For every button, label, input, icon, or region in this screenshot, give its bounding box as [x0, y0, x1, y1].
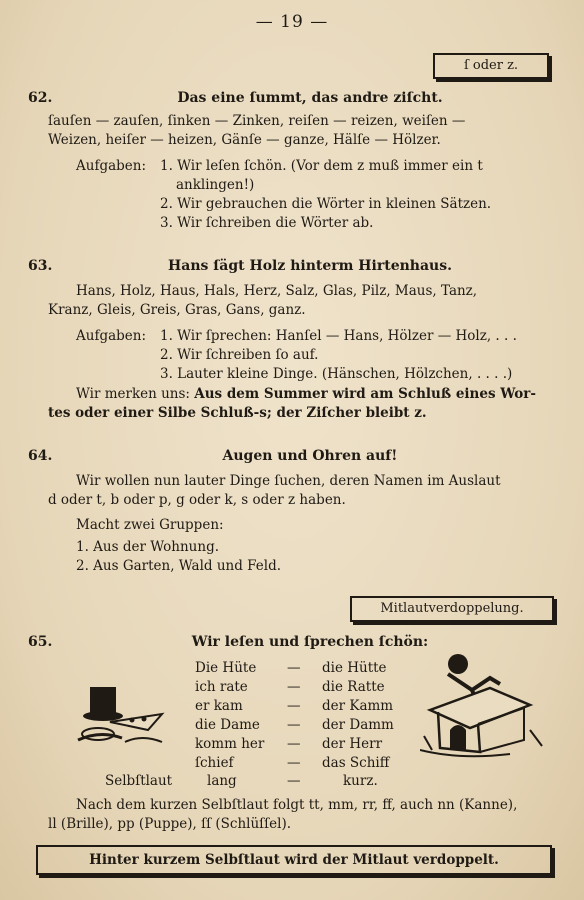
pair-dash: —: [287, 698, 301, 714]
section-62-line-1: ſauſen — zauſen, ſinken — Zinken, reiſen — reizen, weiſen —: [48, 113, 466, 129]
section-62-task-2: 2. Wir gebrauchen die Wörter in kleinen Sätzen.: [160, 196, 492, 212]
section-63-task-2: 2. Wir ſchreiben ſo auf.: [160, 347, 319, 363]
pair-long: er kam: [195, 698, 243, 714]
label-mitlautverdoppelung: Mitlautverdoppelung.: [350, 596, 554, 622]
section-64-number: 64.: [28, 448, 53, 464]
section-63-number: 63.: [28, 258, 53, 274]
section-64-group-1: 1. Aus der Wohnung.: [76, 539, 220, 555]
pair-short: die Hütte: [322, 660, 387, 676]
pair-short: der Damm: [322, 717, 394, 733]
pair-dash: —: [287, 660, 301, 676]
section-62-title: Das eine ſummt, das andre ziſcht.: [177, 90, 443, 106]
vowel-long: lang: [207, 773, 237, 789]
section-62-task-1-cont: anklingen!): [176, 177, 255, 193]
section-63-task-1: 1. Wir ſprechen: Hanſel — Hans, Hölzer — Holz, . . .: [160, 328, 517, 344]
pair-short: der Kamm: [322, 698, 394, 714]
section-63-rule-text-1: Aus dem Summer wird am Schluß eines Wor-: [194, 386, 537, 402]
section-63-line-2: Kranz, Gleis, Greis, Gras, Gans, ganz.: [48, 302, 306, 318]
vowel-short: kurz.: [343, 773, 378, 789]
section-65-note-line-2: ll (Brille), pp (Puppe), ſſ (Schlüſſel).: [48, 816, 292, 832]
section-65-title: Wir leſen und ſprechen ſchön:: [191, 634, 429, 650]
pair-short: der Herr: [322, 736, 383, 752]
section-63-tasks-label: Aufgaben:: [76, 328, 147, 344]
section-63-rule-intro: Wir merken uns:: [76, 386, 190, 402]
pair-long: komm her: [195, 736, 265, 752]
section-62-number: 62.: [28, 90, 53, 106]
pair-long: Die Hüte: [195, 660, 257, 676]
section-65-number: 65.: [28, 634, 53, 650]
final-rule-box: Hinter kurzem Selbſtlaut wird der Mitlaut verdoppelt.: [36, 845, 552, 875]
pair-dash: —: [287, 773, 301, 789]
section-63-task-3: 3. Lauter kleine Dinge. (Hänschen, Hölzchen, . . . .): [160, 366, 513, 382]
section-63-title: Hans ſägt Holz hinterm Hirtenhaus.: [168, 258, 452, 274]
pair-short: die Ratte: [322, 679, 385, 695]
section-64-groups-label: Macht zwei Gruppen:: [76, 517, 224, 533]
boy-on-doghouse-illustration: [420, 650, 550, 760]
section-62-line-2: Weizen, heiſer — heizen, Gänſe — ganze, Hälſe — Hölzer.: [48, 132, 441, 148]
pair-long: ich rate: [195, 679, 248, 695]
section-64-title: Augen und Ohren auf!: [222, 448, 398, 464]
section-64-line-1: Wir wollen nun lauter Dinge ſuchen, deren Namen im Auslaut: [76, 473, 501, 489]
section-63-rule-line-1: [76, 385, 536, 404]
pair-dash: —: [287, 755, 301, 771]
pair-long: ſchief: [195, 755, 234, 771]
page-number: — 19 —: [255, 12, 329, 32]
hat-illustration: [70, 682, 170, 752]
section-62-tasks-label: Aufgaben:: [76, 158, 147, 174]
pair-dash: —: [287, 717, 301, 733]
vowel-label: Selbſtlaut: [105, 773, 173, 789]
section-63-line-1: Hans, Holz, Haus, Hals, Herz, Salz, Glas, Pilz, Maus, Tanz,: [76, 283, 478, 299]
section-64-group-2: 2. Aus Garten, Wald und Feld.: [76, 558, 282, 574]
pair-short: das Schiff: [322, 755, 390, 771]
section-62-task-1: 1. Wir leſen ſchön. (Vor dem z muß immer ein t: [160, 158, 483, 174]
section-64-line-2: d oder t, b oder p, g oder k, s oder z haben.: [48, 492, 346, 508]
pair-dash: —: [287, 679, 301, 695]
section-62-task-3: 3. Wir ſchreiben die Wörter ab.: [160, 215, 374, 231]
section-63-rule-line-2: tes oder einer Silbe Schluß-s; der Ziſcher bleibt z.: [48, 405, 427, 421]
label-s-oder-z: ſ oder z.: [433, 53, 549, 79]
pair-long: die Dame: [195, 717, 260, 733]
section-65-note-line-1: Nach dem kurzen Selbſtlaut folgt tt, mm, rr, ff, auch nn (Kanne),: [76, 797, 518, 813]
pair-dash: —: [287, 736, 301, 752]
